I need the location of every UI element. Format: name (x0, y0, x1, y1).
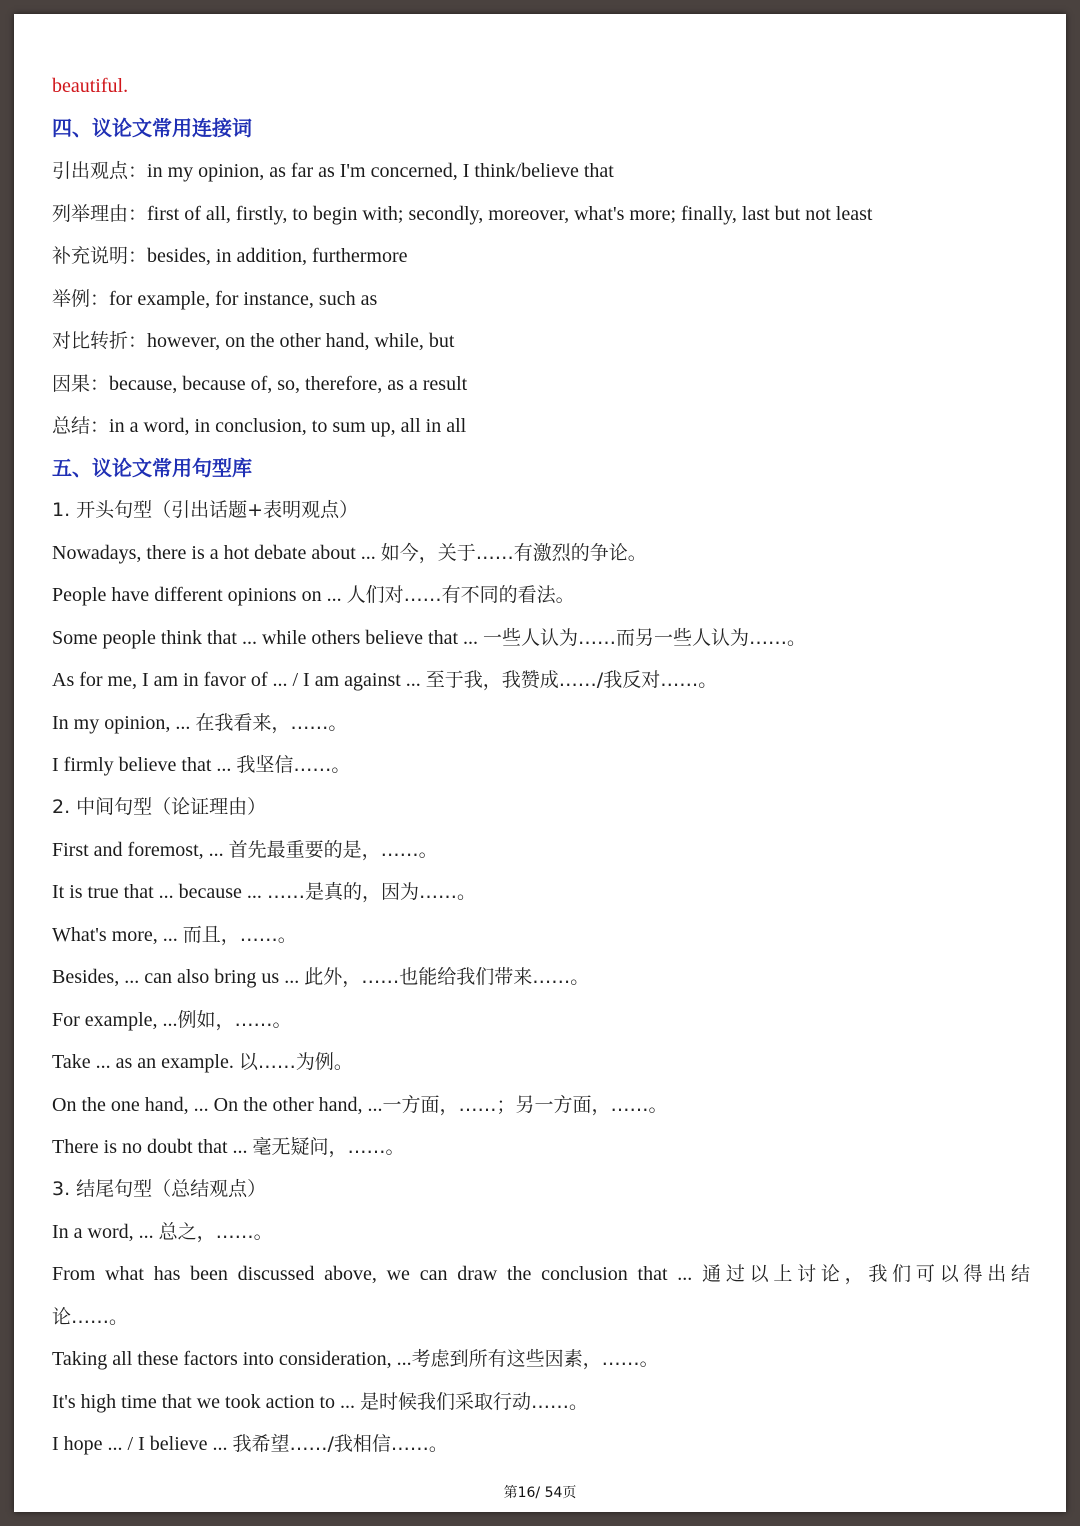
sentence-en: In my opinion, ... (52, 712, 196, 734)
sentence-en: Besides, ... can also bring us ... (52, 966, 305, 988)
connective-text: first of all, firstly, to begin with; secondly, moreover, what's more; finally, last but not least (147, 203, 873, 225)
sentence-cn: 通过以上讨论，我们可以得出结 (702, 1263, 1030, 1285)
sentence-en: There is no doubt that ... (52, 1136, 253, 1158)
connective-label: 对比转折： (52, 330, 148, 352)
sentence-en: Take ... as an example. (52, 1051, 239, 1073)
sentence-row (52, 921, 297, 949)
connective-row (52, 285, 377, 313)
sentence-row (52, 836, 438, 864)
connective-label: 总结： (52, 415, 110, 437)
sentence-row (52, 1388, 588, 1416)
sentence-en: What's more, ... (52, 924, 183, 946)
sentence-cn: 一方面，……；另一方面，……。 (382, 1094, 668, 1116)
sentence-cn: 以……为例。 (238, 1051, 353, 1073)
sentence-row (52, 1345, 659, 1373)
sentence-cn: 在我看来，……。 (195, 712, 348, 734)
sentence-cn: 毫无疑问，……。 (252, 1136, 405, 1158)
sentence-en: On the one hand, ... On the other hand, ... (52, 1094, 383, 1116)
sentence-en: First and foremost, ... (52, 839, 229, 861)
sentence-cn: 首先最重要的是，……。 (228, 839, 438, 861)
sentence-row (52, 1091, 668, 1119)
connective-row (52, 157, 614, 185)
connective-label: 引出观点： (52, 160, 148, 182)
page-number: 第16/ 54页 (503, 1485, 577, 1501)
connective-text: however, on the other hand, while, but (147, 330, 455, 352)
sentence-row (52, 963, 589, 991)
connective-label: 因果： (52, 373, 110, 395)
connective-text: for example, for instance, such as (109, 288, 378, 310)
sentence-cn: 总之，……。 (158, 1221, 273, 1243)
sentence-row (52, 666, 717, 694)
sentence-row (52, 878, 476, 906)
connective-row (52, 200, 872, 228)
connective-label: 举例： (52, 288, 110, 310)
connective-label: 列举理由： (52, 203, 148, 225)
connective-text: in a word, in conclusion, to sum up, all in all (109, 415, 467, 437)
sentence-en: People have different opinions on ... (52, 584, 347, 606)
sentence-en: It's high time that we took action to ... (52, 1391, 360, 1413)
subsection-title-opening: 1. 开头句型（引出话题+表明观点） (52, 499, 359, 521)
sentence-en: From what has been discussed above, we can draw the conclusion that ... (52, 1263, 703, 1285)
sentence-continuation (52, 1303, 128, 1331)
section-heading-sentence-patterns: 五、议论文常用句型库 (52, 456, 252, 480)
connective-text: in my opinion, as far as I'm concerned, I think/believe that (147, 160, 614, 182)
connective-row (52, 242, 408, 270)
sentence-cn: 例如，……。 (177, 1009, 292, 1031)
connective-text: because, because of, so, therefore, as a result (109, 373, 468, 395)
sentence-cn: 而且，……。 (182, 924, 297, 946)
sentence-row (52, 709, 347, 737)
sentence-cn: 如今，关于……有激烈的争论。 (380, 542, 647, 564)
sentence-en: As for me, I am in favor of ... / I am against ... (52, 669, 426, 691)
connective-row (52, 412, 466, 440)
sentence-cn: ……是真的，因为……。 (266, 881, 476, 903)
sentence-row (52, 1006, 292, 1034)
sentence-row (52, 1133, 405, 1161)
sentence-cn: 一些人认为……而另一些人认为……。 (483, 627, 807, 649)
connective-text: besides, in addition, furthermore (147, 245, 408, 267)
sentence-en: Taking all these factors into consideration, ... (52, 1348, 412, 1370)
sentence-en: In a word, ... (52, 1221, 159, 1243)
sentence-cn: 我希望……/我相信……。 (232, 1433, 448, 1455)
sentence-en: I firmly believe that ... (52, 754, 237, 776)
sentence-en: Nowadays, there is a hot debate about ... (52, 542, 381, 564)
sentence-cn: 人们对……有不同的看法。 (346, 584, 575, 606)
sentence-cn: 我坚信……。 (236, 754, 351, 776)
sentence-row (52, 1218, 273, 1246)
section-heading-connectives: 四、议论文常用连接词 (52, 116, 252, 140)
sentence-cn: 考虑到所有这些因素，……。 (411, 1348, 659, 1370)
connective-row (52, 327, 454, 355)
sentence-cn: 此外，……也能给我们带来……。 (304, 966, 590, 988)
sentence-cn: 至于我，我赞成……/我反对……。 (425, 669, 718, 691)
sentence-en: For example, ... (52, 1009, 178, 1031)
document-page (14, 14, 1066, 1512)
sentence-cn-continued: 论……。 (52, 1306, 129, 1328)
connective-row (52, 370, 467, 398)
sentence-en: It is true that ... because ... (52, 881, 267, 903)
subsection-title-ending: 3. 结尾句型（总结观点） (52, 1178, 267, 1200)
sentence-row (52, 581, 575, 609)
sentence-cn: 是时候我们采取行动……。 (360, 1391, 589, 1413)
sentence-row (52, 751, 350, 779)
sentence-en: I hope ... / I believe ... (52, 1433, 233, 1455)
subsection-title-body: 2. 中间句型（论证理由） (52, 796, 267, 818)
sentence-en: Some people think that ... while others believe that ... (52, 627, 484, 649)
sentence-row (52, 1260, 1030, 1288)
sentence-row (52, 1430, 448, 1458)
connective-label: 补充说明： (52, 245, 148, 267)
continued-fragment: beautiful. (52, 75, 129, 97)
sentence-row (52, 1048, 353, 1076)
sentence-row (52, 624, 806, 652)
sentence-row (52, 539, 647, 567)
